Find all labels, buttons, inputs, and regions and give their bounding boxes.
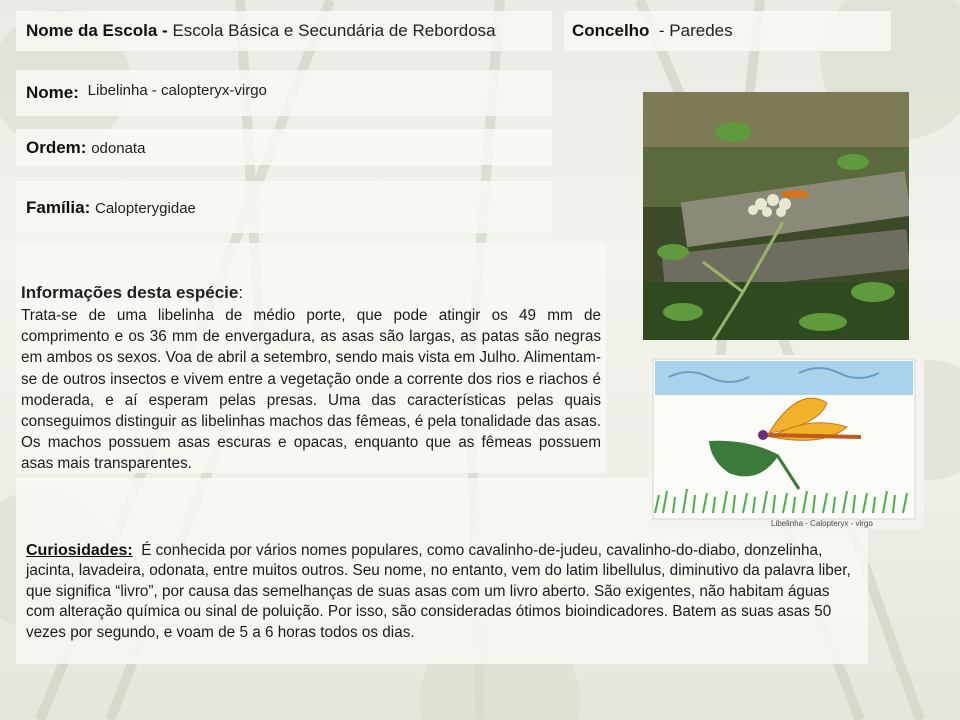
species-name-label: Nome:	[26, 83, 79, 102]
family-field	[16, 181, 552, 233]
order-value: odonata	[91, 140, 146, 157]
curiosities-text: É conhecida por vários nomes populares, como cavalinho-de-judeu, cavalinho-do-diabo, donzelinha, jacinta, lavadeira, odonata, entre muitos outros. Seu nome, no entanto, vem do latim libellulus, diminutivo da palavra liber, que significa “livro”, por causa das semelhanças de suas asas com um livro aberto. São exigentes, não habitam águas com alteração química ou sinal de poluição. Por isso, são consideradas ótimos bioindicadores. Batem as suas asas 50 vezes por segundo, e voam de 5 a 6 horas todos os dias.	[26, 542, 851, 641]
dragonfly-photo	[643, 92, 909, 340]
dragonfly-drawing	[649, 355, 924, 529]
species-info-heading-colon: :	[238, 283, 244, 302]
species-info-text: Trata-se de uma libelinha de médio porte, que pode atingir os 49 mm de comprimento e os 36 mm de envergadura, as asas são largas, as patas são negras em ambos os sexos. Voa de abril a setembro, sendo mais vista em Julho. Alimentam-se de outros insectos e vivem entre a vegetação onde a corrente dos rios e riachos é moderada, e aí esperam pelas presas. Uma das características pelas quais conseguimos distinguir as libelinhas machos das fêmeas, é pela tonalidade das asas. Os machos possuem asas escuras e opacas, enquanto que as fêmeas possuem asas mais transparentes.	[21, 307, 601, 473]
species-name-field	[16, 70, 552, 116]
order-label: Ordem:	[26, 138, 87, 157]
order-field	[16, 129, 552, 165]
species-name-value: Libelinha - calopteryx-virgo	[87, 82, 267, 99]
drawing-caption: Libelinha - Calopteryx - virgo	[771, 519, 873, 528]
family-value: Calopterygidae	[94, 200, 196, 217]
municipality-field	[564, 11, 891, 51]
curiosities-label: Curiosidades:	[26, 542, 133, 559]
municipality-value: - Paredes	[649, 21, 733, 40]
species-info-heading-text: Informações desta espécie	[21, 283, 239, 302]
municipality-label: Concelho	[572, 21, 650, 40]
school-name-field	[16, 11, 552, 51]
species-info-heading	[21, 283, 601, 303]
school-name-value: Escola Básica e Secundária de Rebordosa	[172, 21, 496, 40]
curiosities-paragraph	[26, 541, 858, 643]
family-label: Família:	[26, 198, 91, 217]
school-name-label: Nome da Escola -	[26, 21, 173, 40]
species-info-section	[16, 243, 606, 473]
